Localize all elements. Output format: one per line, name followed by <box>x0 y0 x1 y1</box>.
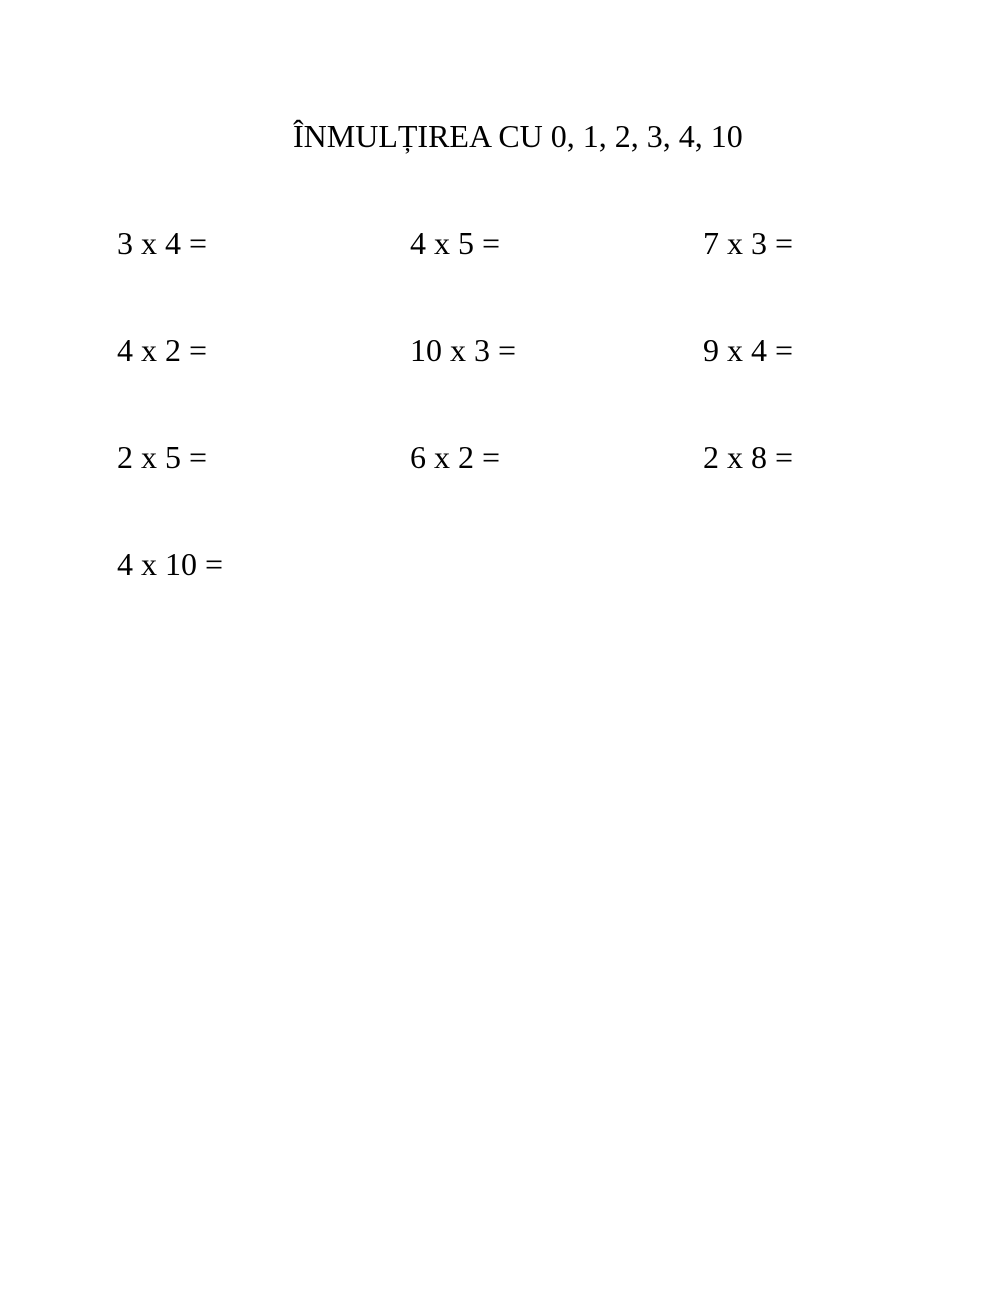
problem-item: 6 x 2 = <box>410 439 501 475</box>
problem-item: 4 x 2 = <box>117 332 208 368</box>
problem-item: 7 x 3 = <box>703 225 794 261</box>
problem-item: 10 x 3 = <box>410 332 517 368</box>
worksheet-title: ÎNMULȚIREA CU 0, 1, 2, 3, 4, 10 <box>293 118 743 154</box>
problem-item: 3 x 4 = <box>117 225 208 261</box>
problem-item: 2 x 8 = <box>703 439 794 475</box>
problem-item: 4 x 10 = <box>117 546 224 582</box>
problem-item: 2 x 5 = <box>117 439 208 475</box>
problem-item: 9 x 4 = <box>703 332 794 368</box>
problem-item: 4 x 5 = <box>410 225 501 261</box>
